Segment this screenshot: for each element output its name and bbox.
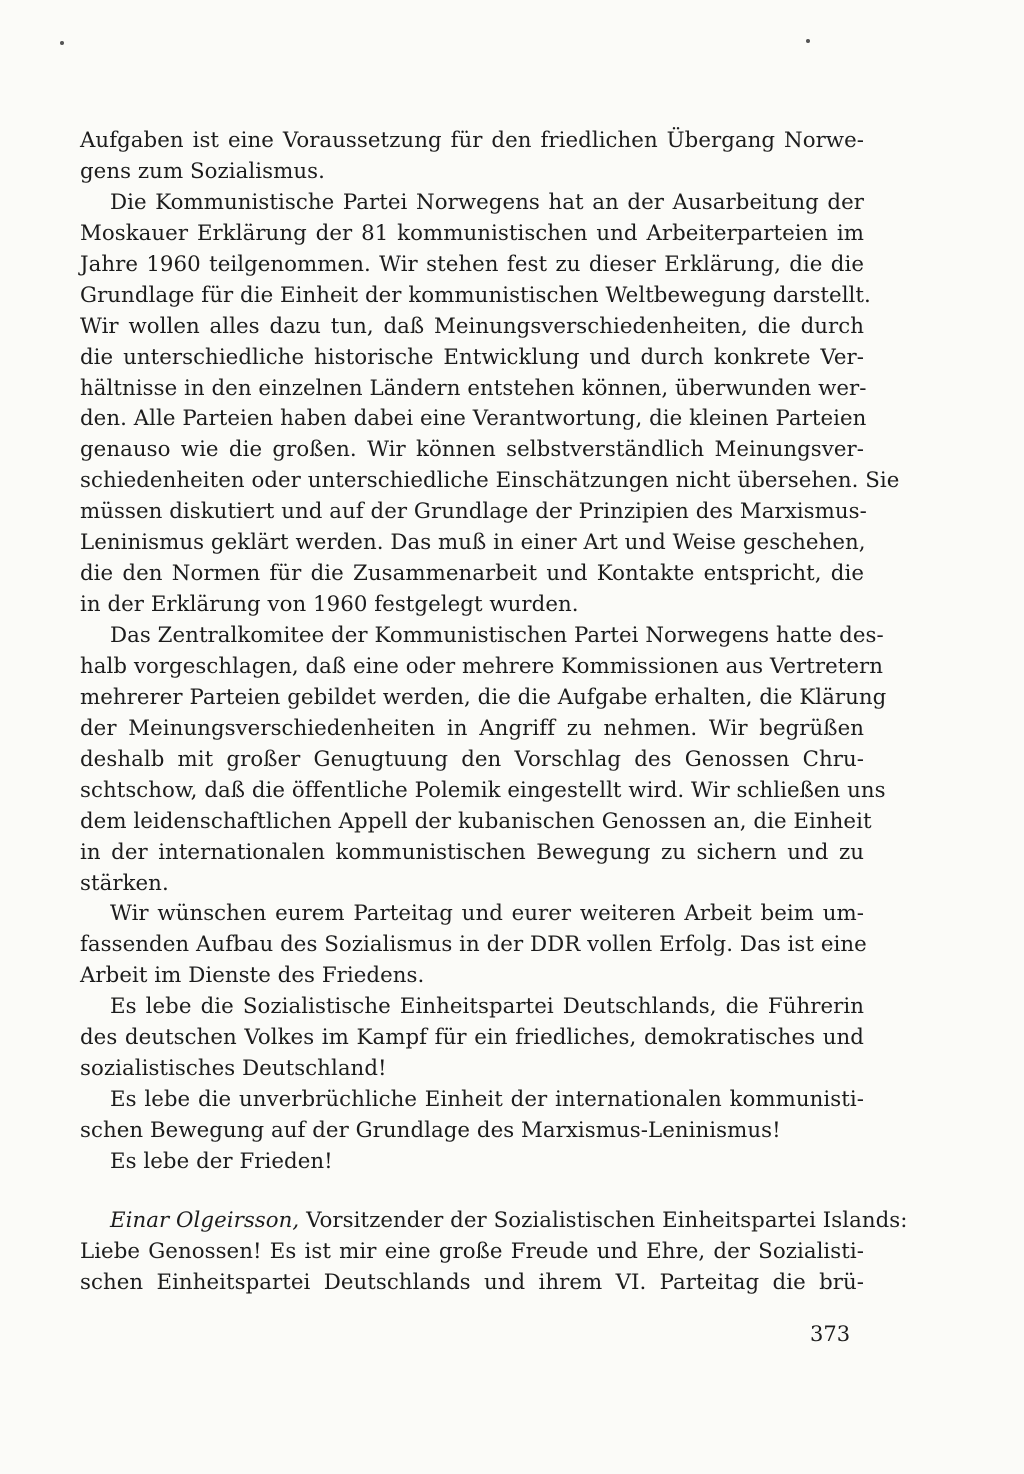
text-line: Moskauer Erklärung der 81 kommunistischen und Arbeiterparteien im: [80, 220, 864, 246]
text-line: sozialistisches Deutschland!: [80, 1056, 387, 1082]
text-line: Leninismus geklärt werden. Das muß in einer Art und Weise geschehen,: [80, 530, 866, 556]
text-line: Wir wünschen eurem Parteitag und eurer weiteren Arbeit beim um-: [110, 901, 864, 927]
text-line: schen Bewegung auf der Grundlage des Marxismus-Leninismus!: [80, 1118, 781, 1143]
text-line: schiedenheiten oder unterschiedliche Einschätzungen nicht übersehen. Sie: [80, 468, 900, 494]
text-line: deshalb mit großer Genugtuung den Vorschlag des Genossen Chru-: [80, 746, 864, 772]
text-line: des deutschen Volkes im Kampf für ein friedliches, demokratisches und: [80, 1025, 864, 1051]
speaker-name: Einar Olgeirsson,: [110, 1207, 300, 1233]
text-line: Wir wollen alles dazu tun, daß Meinungsverschiedenheiten, die durch: [80, 313, 864, 339]
speaker-role: Vorsitzender der Sozialistischen Einheitspartei Islands:: [306, 1207, 908, 1233]
text-line: schen Einheitspartei Deutschlands und ihrem VI. Parteitag die brü-: [80, 1269, 864, 1295]
text-line: Es lebe der Frieden!: [110, 1148, 333, 1174]
text-line: mehrerer Parteien gebildet werden, die die Aufgabe erhalten, die Klärung: [80, 684, 887, 710]
text-line: Das Zentralkomitee der Kommunistischen Partei Norwegens hatte des-: [110, 623, 884, 648]
text-line: müssen diskutiert und auf der Grundlage der Prinzipien des Marxismus-: [80, 499, 867, 525]
scan-speck-left: [60, 41, 64, 45]
page-number: 373: [810, 1322, 851, 1346]
text-line: Die Kommunistische Partei Norwegens hat an der Ausarbeitung der: [110, 189, 864, 215]
text-line: die unterschiedliche historische Entwicklung und durch konkrete Ver-: [80, 344, 864, 370]
text-line: der Meinungsverschiedenheiten in Angriff zu nehmen. Wir begrüßen: [80, 715, 864, 741]
text-line: Arbeit im Dienste des Friedens.: [80, 963, 425, 989]
text-line: Es lebe die Sozialistische Einheitspartei Deutschlands, die Führerin: [110, 994, 864, 1020]
page-body: [80, 126, 908, 1299]
text-line: in der internationalen kommunistischen Bewegung zu sichern und zu: [80, 839, 864, 865]
text-line: genauso wie die großen. Wir können selbstverständlich Meinungsver-: [80, 437, 864, 463]
text-line: schtschow, daß die öffentliche Polemik eingestellt wird. Wir schließen uns: [80, 777, 886, 803]
section-gap: [80, 1178, 864, 1206]
text-line: gens zum Sozialismus.: [80, 158, 325, 184]
text-line: stärken.: [80, 870, 169, 896]
text-line: Liebe Genossen! Es ist mir eine große Freude und Ehre, der Sozialisti-: [80, 1238, 864, 1264]
text-line: dem leidenschaftlichen Appell der kubanischen Genossen an, die Einheit: [80, 808, 872, 834]
text-line: halb vorgeschlagen, daß eine oder mehrere Kommissionen aus Vertretern: [80, 653, 883, 679]
text-line: hältnisse in den einzelnen Ländern entstehen können, überwunden wer-: [80, 375, 867, 401]
text-line: Es lebe die unverbrüchliche Einheit der internationalen kommunisti-: [110, 1087, 864, 1113]
text-line: die den Normen für die Zusammenarbeit und Kontakte entspricht, die: [80, 561, 864, 587]
text-line: den. Alle Parteien haben dabei eine Verantwortung, die kleinen Parteien: [80, 406, 867, 432]
text-line: Jahre 1960 teilgenommen. Wir stehen fest zu dieser Erklärung, die die: [80, 251, 864, 277]
scan-speck-right: [806, 39, 810, 43]
speaker-line: [80, 1206, 908, 1237]
text-line: Aufgaben ist eine Voraussetzung für den friedlichen Übergang Norwe-: [80, 128, 864, 153]
text-line: in der Erklärung von 1960 festgelegt wurden.: [80, 592, 579, 618]
text-line: fassenden Aufbau des Sozialismus in der DDR vollen Erfolg. Das ist eine: [80, 932, 867, 958]
text-line: Grundlage für die Einheit der kommunistischen Weltbewegung darstellt.: [80, 282, 871, 308]
